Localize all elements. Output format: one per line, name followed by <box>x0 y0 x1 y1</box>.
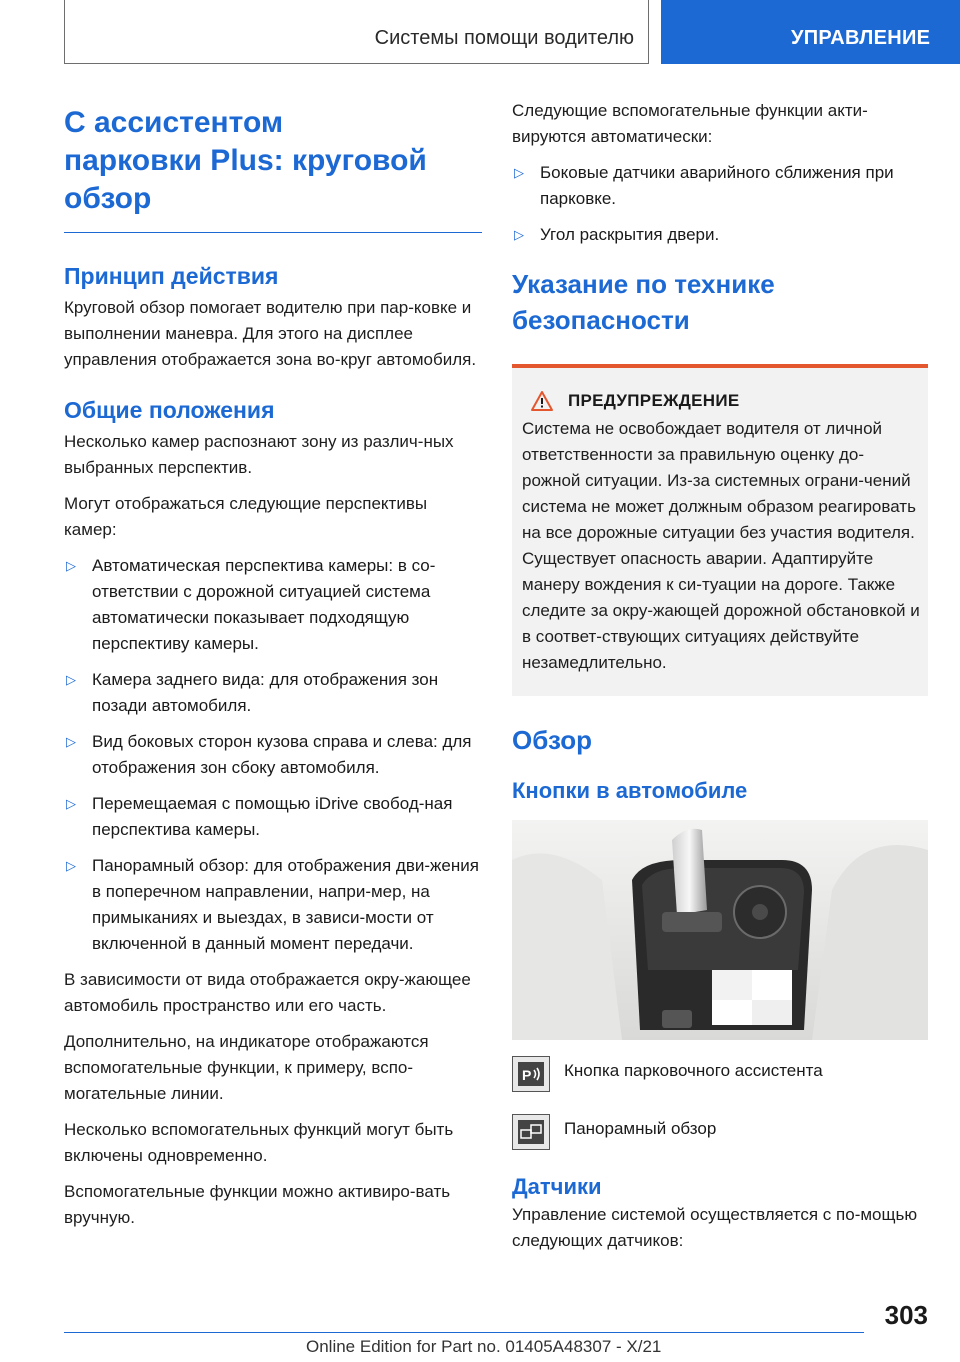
title-line: обзор <box>64 182 152 215</box>
header-chapter-title: УПРАВЛЕНИЕ <box>791 27 931 49</box>
footer-edition: Online Edition for Part no. 01405A48307 - X/21 <box>306 1337 662 1356</box>
list-item: ▷ Боковые датчики аварийного сближения при парковке. <box>512 160 928 212</box>
list-item: ▷ Панорамный обзор: для отображения дви-жения в поперечном направлении, напри-мер, на примыканиях и выездах, в зависи-мости от включенной в данный момент передачи. <box>64 853 482 957</box>
button-row-panorama <box>512 1114 928 1150</box>
header-section-tab <box>64 0 649 64</box>
general-text-2: Могут отображаться следующие перспективы камер: <box>64 494 428 539</box>
svg-text:P: P <box>522 1067 532 1083</box>
list-item: ▷ Угол раскрытия двери. <box>512 222 928 248</box>
general-text-3: В зависимости от вида отображается окру-жающее автомобиль пространство или его часть. <box>64 970 471 1015</box>
page-number: 303 <box>884 1300 928 1330</box>
safety-heading: Указание по технике безопасности <box>512 269 775 335</box>
list-item: ▷ Перемещаемая с помощью iDrive свобод-ная перспектива камеры. <box>64 791 482 843</box>
general-text-5: Несколько вспомогательных функций могут быть включены одновременно. <box>64 1120 454 1165</box>
general-text-4: Дополнительно, на индикаторе отображаются вспомогательные функции, к примеру, вспо-могательные линии. <box>64 1032 429 1103</box>
button-label: Кнопка парковочного ассистента <box>564 1061 823 1080</box>
title-line: С ассистентом <box>64 106 284 139</box>
parking-assistant-icon <box>512 1056 550 1092</box>
bullet-triangle-icon: ▷ <box>514 227 524 242</box>
bullet-triangle-icon: ▷ <box>66 672 76 687</box>
list-item: ▷ Камера заднего вида: для отображения зон позади автомобиля. <box>64 667 482 719</box>
auto-functions-list <box>512 160 928 248</box>
buttons-heading: Кнопки в автомобиле <box>512 778 748 803</box>
title-line: парковки Plus: круговой <box>64 144 427 177</box>
left-column <box>64 104 482 1241</box>
general-text-1: Несколько камер распознают зону из различ-ных выбранных перспектив. <box>64 432 454 477</box>
warning-box <box>512 364 928 696</box>
warning-text: Система не освобождает водителя от личной ответственности за правильную оценку до-рожной ситуации. Из-за системных ограни-чений система не может должным образом реагировать на все дорожные ситуации без участия водителя. Существует опасность аварии. Адаптируйте манеру вождения к си-туации на дороге. Также следите за окру-жающей дорожной обстановкой и в соответ-ствующих ситуациях действуйте незамедлительно. <box>522 419 920 672</box>
bullet-triangle-icon: ▷ <box>66 558 76 573</box>
header-section-title: Системы помощи водителю <box>374 27 634 49</box>
principle-heading: Принцип действия <box>64 263 279 289</box>
camera-perspectives-list <box>64 553 482 957</box>
list-item: ▷ Автоматическая перспектива камеры: в со-ответствии с дорожной ситуацией система автоматически показывает подходящую перспективу камеры. <box>64 553 482 657</box>
warning-title: ПРЕДУПРЕЖДЕНИЕ <box>568 391 740 410</box>
warning-triangle-icon <box>530 390 554 412</box>
button-row-parking-assistant <box>512 1056 928 1092</box>
sensors-heading: Датчики <box>512 1174 602 1199</box>
general-heading: Общие положения <box>64 397 275 423</box>
general-text-6: Вспомогательные функции можно активиро-вать вручную. <box>64 1182 451 1227</box>
bullet-triangle-icon: ▷ <box>66 796 76 811</box>
footer-divider <box>64 1332 864 1333</box>
auto-functions-intro: Следующие вспомогательные функции акти-вируются автоматически: <box>512 101 868 146</box>
bullet-triangle-icon: ▷ <box>66 734 76 749</box>
list-item: ▷ Вид боковых сторон кузова справа и слева: для отображения зон сбоку автомобиля. <box>64 729 482 781</box>
bullet-triangle-icon: ▷ <box>66 858 76 873</box>
panorama-view-icon <box>512 1114 550 1150</box>
button-label: Панорамный обзор <box>564 1119 717 1138</box>
sensors-text: Управление системой осуществляется с по-мощью следующих датчиков: <box>512 1205 918 1250</box>
right-column <box>512 98 928 1264</box>
overview-heading: Обзор <box>512 725 592 755</box>
header-chapter-tab <box>661 0 960 64</box>
page-title <box>64 104 482 233</box>
principle-text: Круговой обзор помогает водителю при пар-ковке и выполнении маневра. Для этого на дисплее управления отображается зона во-круг автомобиля. <box>64 298 477 369</box>
center-console-photo <box>512 820 928 1040</box>
bullet-triangle-icon: ▷ <box>514 165 524 180</box>
